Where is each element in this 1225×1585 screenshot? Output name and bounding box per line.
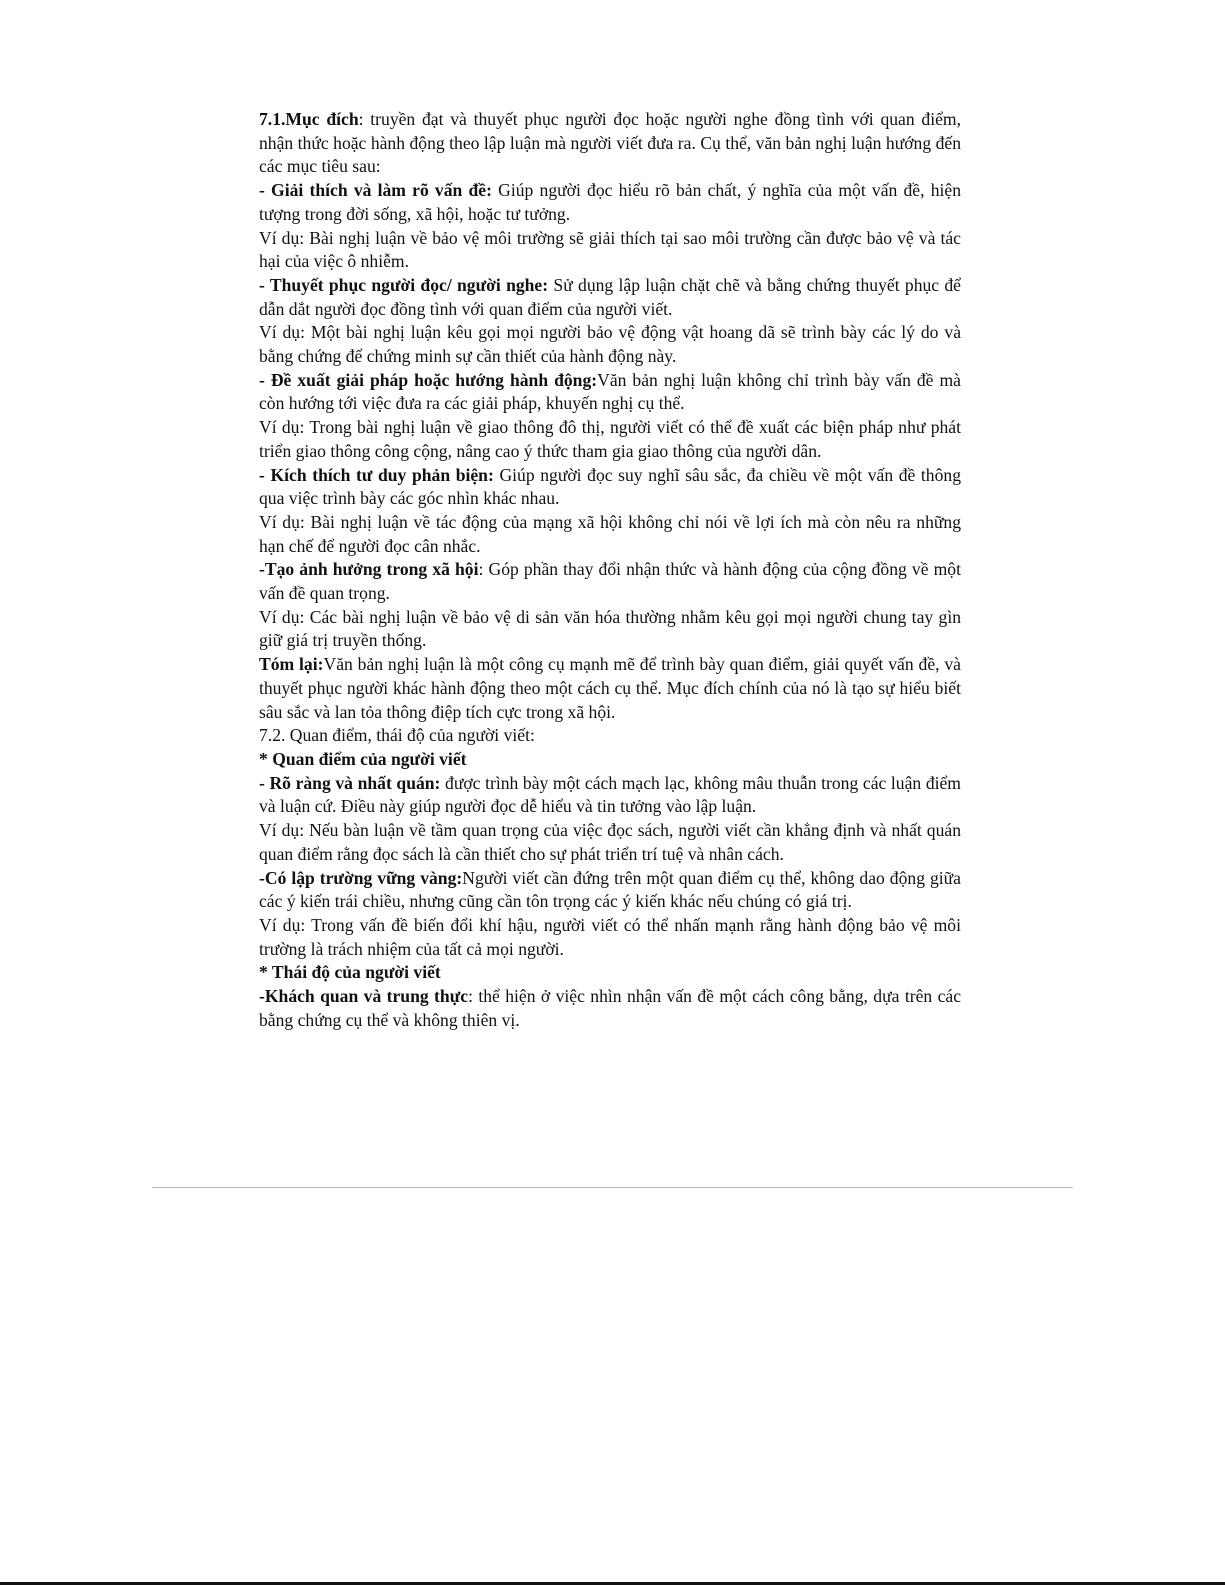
page-divider <box>152 1187 1073 1188</box>
paragraph-persuade <box>259 274 961 321</box>
attitude-heading: * Thái độ của người viết <box>259 962 441 983</box>
firm-stance-heading: -Có lập trường vững vàng: <box>259 867 463 888</box>
influence-heading: -Tạo ảnh hưởng trong xã hội <box>259 559 479 580</box>
subheading-viewpoint <box>259 748 961 772</box>
paragraph-propose <box>259 369 961 416</box>
critical-thinking-text: Giúp người đọc suy nghĩ sâu sắc, đa chiều về một vấn đề thông qua việc trình bày các góc nhìn khác nhau. <box>259 464 961 509</box>
paragraph-influence <box>259 558 961 605</box>
propose-text: Văn bản nghị luận không chỉ trình bày vấn đề mà còn hướng tới việc đưa ra các giải pháp, khuyến nghị cụ thể. <box>259 369 961 414</box>
objective-text: : thể hiện ở việc nhìn nhận vấn đề một cách công bằng, dựa trên các bằng chứng cụ thể và không thiên vị. <box>259 986 961 1030</box>
clear-consistent-heading: - Rõ ràng và nhất quán: <box>259 772 441 793</box>
paragraph-example-traffic: Ví dụ: Trong bài nghị luận về giao thông đô thị, người viết có thể đề xuất các biện pháp như phát triển giao thông công cộng, nâng cao ý thức tham gia giao thông của người dân. <box>259 417 961 461</box>
influence-text: : Góp phần thay đổi nhận thức và hành động của cộng đồng về một vấn đề quan trọng. <box>259 559 961 604</box>
firm-stance-text: Người viết cần đứng trên một quan điểm cụ thể, không dao động giữa các ý kiến trái chiều, nhưng cũng cần tôn trọng các ý kiến khác nếu chúng có giá trị. <box>259 867 961 912</box>
persuade-heading: - Thuyết phục người đọc/ người nghe: <box>259 274 549 295</box>
viewpoint-heading: * Quan điểm của người viết <box>259 748 467 769</box>
paragraph-example-social-media: Ví dụ: Bài nghị luận về tác động của mạng xã hội không chỉ nói về lợi ích mà còn nêu ra những hạn chế để người đọc cân nhắc. <box>259 511 961 556</box>
explain-heading: - Giải thích và làm rõ vấn đề: <box>259 180 492 201</box>
paragraph-firm-stance <box>259 867 961 914</box>
paragraph-critical-thinking <box>259 464 961 511</box>
propose-heading: - Đề xuất giải pháp hoặc hướng hành động: <box>259 369 598 390</box>
paragraph-clear-consistent <box>259 772 961 819</box>
paragraph-purpose <box>259 108 961 179</box>
paragraph-example-environment: Ví dụ: Bài nghị luận về bảo vệ môi trường sẽ giải thích tại sao môi trường cần được bảo vệ và tác hại của việc ô nhiễm. <box>259 227 961 272</box>
explain-text: Giúp người đọc hiểu rõ bản chất, ý nghĩa của một vấn đề, hiện tượng trong đời sống, xã hội, hoặc tư tưởng. <box>259 180 961 224</box>
objective-heading: -Khách quan và trung thực <box>259 986 469 1007</box>
clear-consistent-text: được trình bày một cách mạch lạc, không mâu thuẫn trong các luận điểm và luận cứ. Điều này giúp người đọc dễ hiểu và tin tưởng vào lập luận. <box>259 772 961 817</box>
persuade-text: Sử dụng lập luận chặt chẽ và bằng chứng thuyết phục để dẫn dắt người đọc đồng tình với quan điểm của người viết. <box>259 274 961 319</box>
summary-heading: Tóm lại: <box>259 654 324 675</box>
paragraph-explain <box>259 179 961 226</box>
document-body <box>259 108 961 1032</box>
purpose-text: : truyền đạt và thuyết phục người đọc hoặc người nghe đồng tình với quan điểm, nhận thức hoặc hành động theo lập luận mà người viết đưa ra. Cụ thể, văn bản nghị luận hướng đến các mục tiêu sau: <box>259 109 961 177</box>
paragraph-example-reading: Ví dụ: Nếu bàn luận về tầm quan trọng của việc đọc sách, người viết cần khẳng định và nhất quán quan điểm rằng đọc sách là cần thiết cho sự phát triển trí tuệ và nhân cách. <box>259 820 961 864</box>
subheading-attitude <box>259 961 961 985</box>
section-heading-7-2: 7.2. Quan điểm, thái độ của người viết: <box>259 725 535 746</box>
purpose-heading: 7.1.Mục đích <box>259 109 359 129</box>
summary-text: Văn bản nghị luận là một công cụ mạnh mẽ để trình bày quan điểm, giải quyết vấn đề, và thuyết phục người khác hành động theo một cách cụ thể. Mục đích chính của nó là tạo sự hiểu biết sâu sắc và lan tỏa thông điệp tích cực trong xã hội. <box>259 654 961 722</box>
paragraph-example-wildlife: Ví dụ: Một bài nghị luận kêu gọi mọi người bảo vệ động vật hoang dã sẽ trình bày các lý do và bằng chứng để chứng minh sự cần thiết của hành động này. <box>259 322 961 367</box>
paragraph-example-climate: Ví dụ: Trong vấn đề biến đổi khí hậu, người viết có thể nhấn mạnh rằng hành động bảo vệ môi trường là trách nhiệm của tất cả mọi người. <box>259 914 961 959</box>
paragraph-summary <box>259 653 961 724</box>
critical-thinking-heading: - Kích thích tư duy phản biện: <box>259 464 494 485</box>
paragraph-objective <box>259 985 961 1032</box>
paragraph-example-heritage: Ví dụ: Các bài nghị luận về bảo vệ di sản văn hóa thường nhằm kêu gọi mọi người chung tay gìn giữ giá trị truyền thống. <box>259 606 961 651</box>
